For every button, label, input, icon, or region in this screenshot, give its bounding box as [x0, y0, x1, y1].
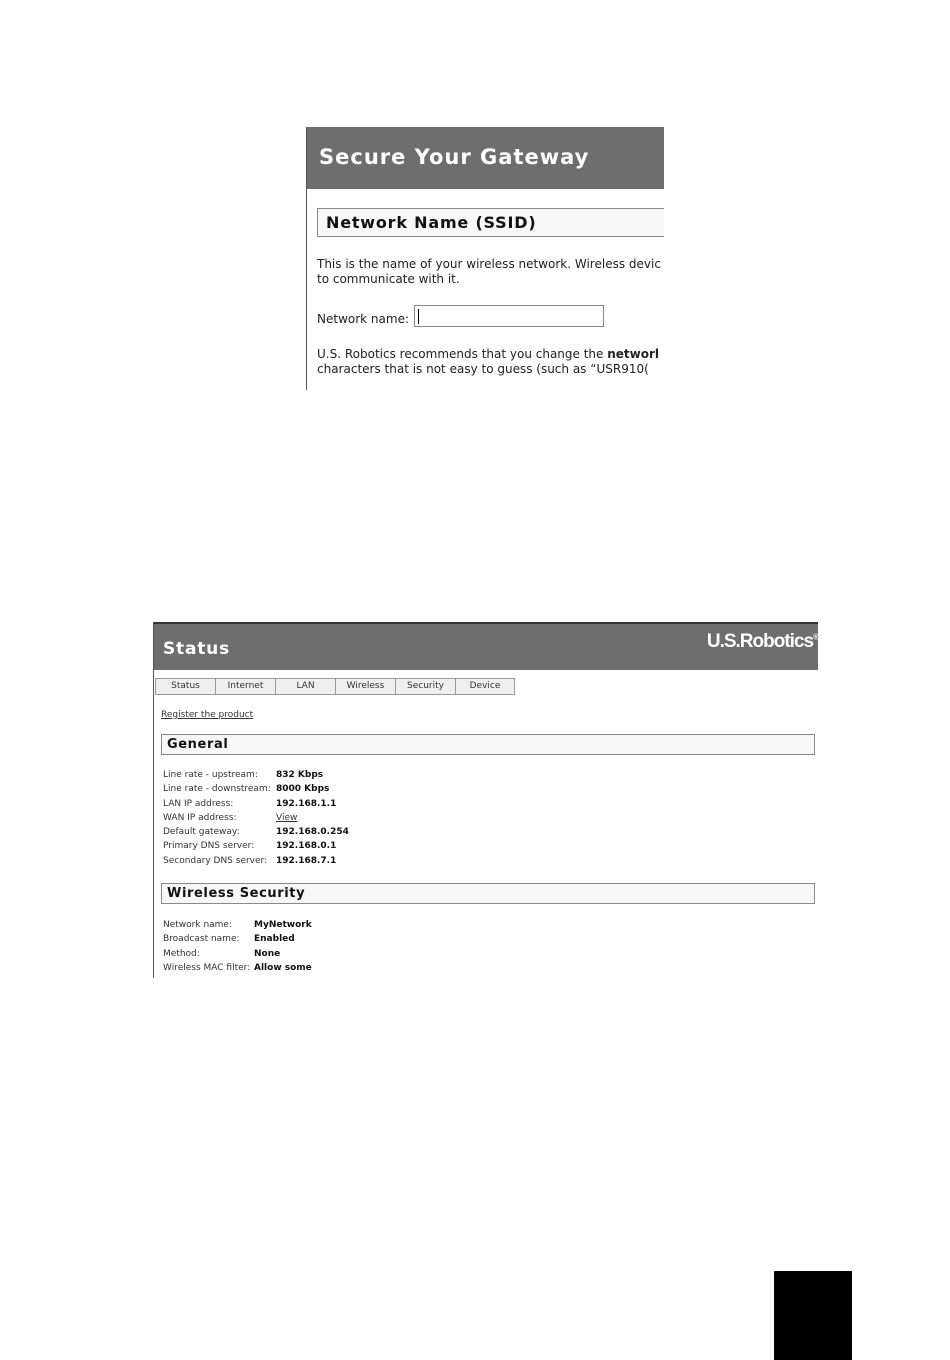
tab-lan[interactable]: LAN — [275, 678, 335, 695]
wan-ip-view-link[interactable]: View — [276, 812, 298, 823]
info-row — [163, 784, 349, 798]
tab-device[interactable]: Device — [455, 678, 515, 695]
info-label: WAN IP address: — [163, 812, 237, 823]
info-value: 8000 Kbps — [276, 784, 330, 795]
info-label: Line rate - downstream: — [163, 784, 271, 795]
info-value: Enabled — [254, 934, 295, 945]
info-row — [163, 949, 312, 963]
info-label: Line rate - upstream: — [163, 770, 258, 780]
section-title-wireless-security: Wireless Security — [161, 883, 815, 904]
info-label: Default gateway: — [163, 827, 240, 838]
info-label: Network name: — [163, 920, 232, 930]
info-value: 192.168.7.1 — [276, 855, 337, 866]
info-row — [163, 963, 312, 977]
info-value: 192.168.1.1 — [276, 798, 337, 809]
info-row — [163, 934, 312, 948]
section-title-general: General — [161, 734, 815, 755]
page-corner-tab — [774, 1271, 852, 1360]
info-label: Wireless MAC filter: — [163, 962, 251, 973]
recommendation-line-2: characters that is not easy to guess (such as “USR910( — [317, 362, 649, 376]
general-info-list — [163, 770, 349, 870]
tab-bar — [155, 678, 515, 695]
info-value: Allow some — [254, 962, 312, 973]
info-label: Method: — [163, 948, 200, 959]
info-value: 192.168.0.254 — [276, 827, 349, 838]
tab-status[interactable]: Status — [155, 678, 215, 695]
page-title: Status — [163, 639, 230, 659]
recommendation-line-1 — [317, 347, 659, 362]
info-value: 192.168.0.1 — [276, 841, 337, 852]
status-screenshot — [153, 622, 818, 978]
intro-text-line-2: to communicate with it. — [317, 272, 460, 286]
secure-gateway-screenshot — [306, 127, 664, 390]
info-row — [163, 799, 349, 813]
info-label: LAN IP address: — [163, 798, 234, 809]
network-name-input[interactable] — [414, 305, 604, 327]
section-title-ssid: Network Name (SSID) — [317, 208, 664, 237]
logo-text: U.S.Robotics — [706, 631, 814, 652]
usrobotics-logo — [707, 631, 818, 653]
info-value: 832 Kbps — [276, 770, 324, 780]
info-label: Primary DNS server: — [163, 841, 255, 852]
page-title: Secure Your Gateway — [307, 127, 664, 189]
text-caret — [418, 309, 419, 324]
info-value: MyNetwork — [254, 920, 312, 930]
register-product-link[interactable]: Register the product — [161, 710, 254, 720]
tab-internet[interactable]: Internet — [215, 678, 275, 695]
intro-text-line-1: This is the name of your wireless network. Wireless devic — [317, 257, 661, 271]
info-row — [163, 813, 349, 827]
status-banner — [154, 622, 818, 670]
recommendation-bold-text: networl — [607, 347, 660, 361]
info-label: Secondary DNS server: — [163, 855, 268, 866]
network-name-label: Network name: — [317, 312, 409, 326]
info-row — [163, 841, 349, 855]
info-row — [163, 920, 312, 934]
info-row — [163, 856, 349, 870]
info-row — [163, 827, 349, 841]
info-row — [163, 770, 349, 784]
recommendation-text: U.S. Robotics recommends that you change the — [317, 347, 608, 361]
info-value: None — [254, 948, 281, 959]
tab-security[interactable]: Security — [395, 678, 455, 695]
info-label: Broadcast name: — [163, 934, 240, 945]
tab-wireless[interactable]: Wireless — [335, 678, 395, 695]
registered-mark: ® — [813, 632, 818, 642]
wireless-security-list — [163, 920, 312, 977]
